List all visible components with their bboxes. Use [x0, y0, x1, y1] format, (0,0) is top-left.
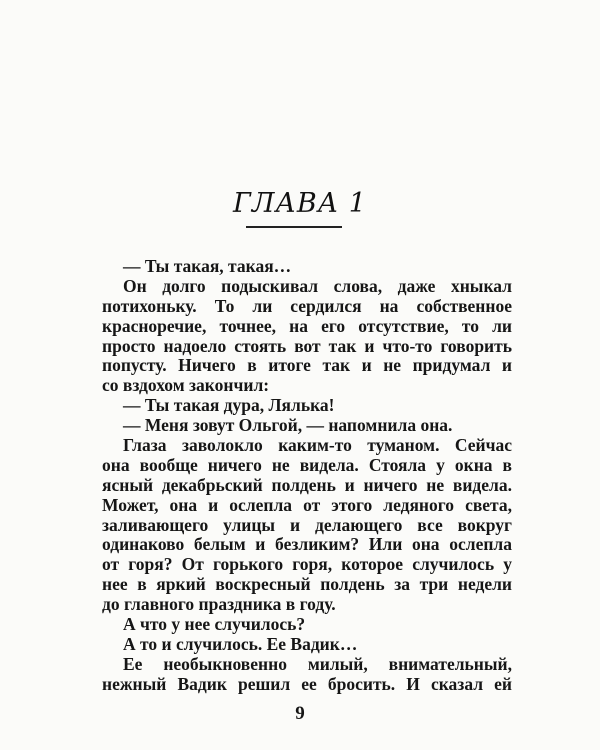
text-line: нее в яркий воскресный полдень за три недели [102, 574, 512, 595]
text-line: потихоньку. То ли сердился на собственное [102, 295, 512, 316]
page-number: 9 [295, 703, 305, 724]
text-line: ясный декабрьский полдень и ничего не видела. [102, 474, 512, 495]
text-line: от горя? От горького горя, которое случилось у [102, 554, 512, 575]
text-line: — Меня зовут Ольгой, — напомнила она. [123, 415, 453, 436]
text-line: Ее необыкновенно милый, внимательный, [123, 653, 512, 674]
text-line: красноречие, точнее, на его отсутствие, то ли [102, 315, 512, 336]
text-line: — Ты такая, такая… [123, 256, 292, 276]
text-line: она вообще ничего не видела. Стояла у окна в [102, 454, 512, 475]
chapter-title: ГЛАВА 1 [233, 188, 367, 219]
text-line: попусту. Ничего в итоге так и не придумал и [102, 355, 512, 376]
text-line: нежный Вадик решил ее бросить. И сказал ей [102, 673, 512, 694]
text-line: А то и случилось. Ее Вадик… [123, 633, 358, 654]
text-line: просто надоело стоять вот так и что-то говорить [102, 335, 512, 356]
text-line: А что у нее случилось? [123, 614, 306, 635]
text-line: Глаза заволокло каким-то туманом. Сейчас [123, 435, 512, 456]
body-text [102, 257, 512, 695]
text-line: одинаково белым и безликим? Или она ослепла [102, 534, 512, 555]
title-underline [246, 226, 342, 228]
text-line: — Ты такая дура, Лялька! [123, 395, 335, 416]
text-line: Он долго подыскивал слова, даже хныкал [123, 275, 512, 296]
text-line: до главного праздника в году. [102, 594, 336, 615]
text-line: Может, она и ослепла от этого ледяного света, [102, 494, 512, 515]
text-line: со вздохом закончил: [102, 375, 270, 396]
text-line: заливающего улицы и делающего все вокруг [102, 514, 512, 535]
